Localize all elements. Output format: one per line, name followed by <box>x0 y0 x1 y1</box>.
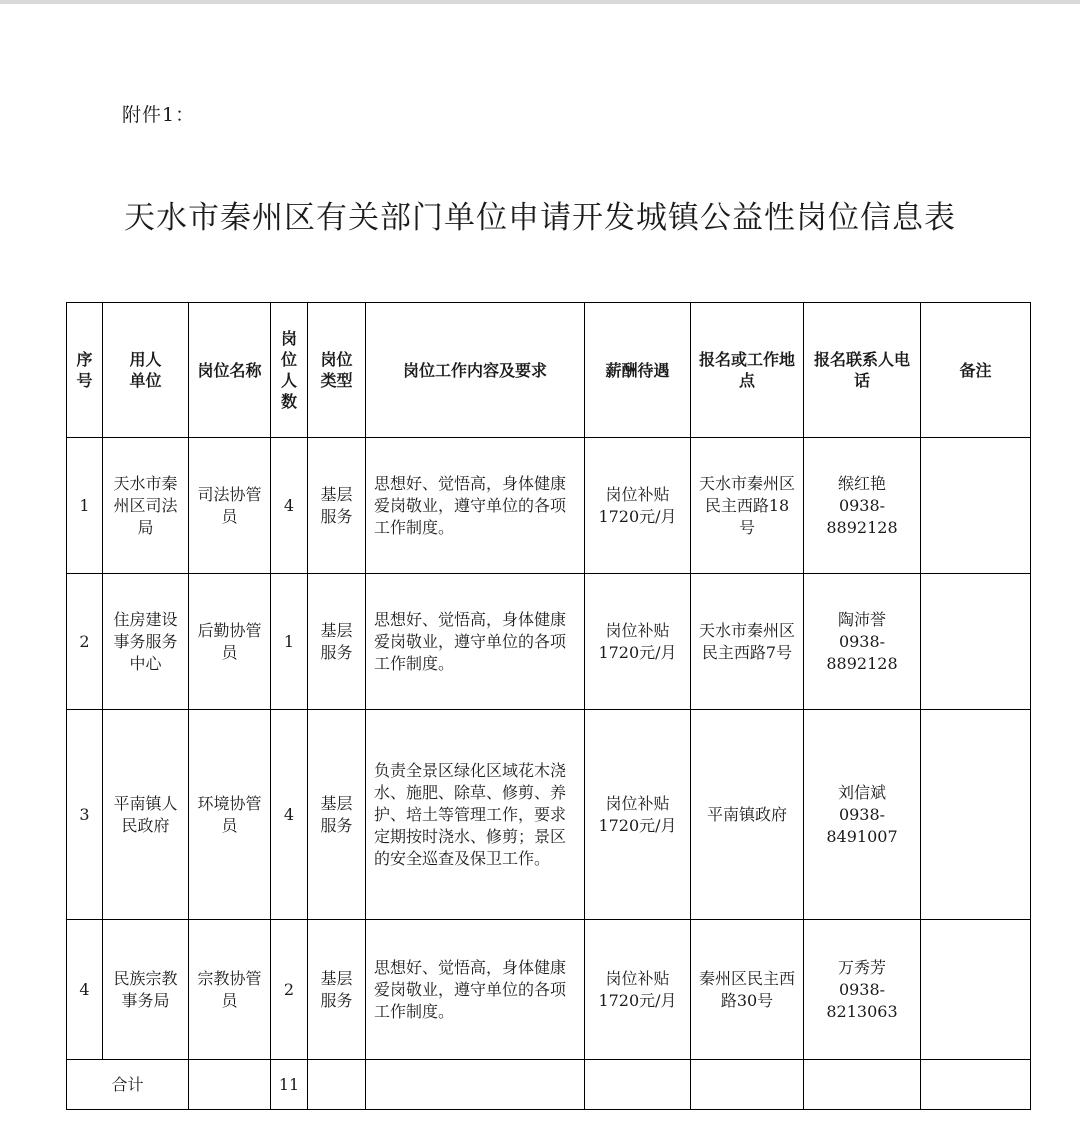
cell-position: 环境协管员 <box>189 710 271 920</box>
cell-location: 天水市秦州区民主西路18号 <box>691 438 804 574</box>
cell-seq: 4 <box>67 920 103 1060</box>
cell-contact <box>804 710 921 920</box>
contact-name: 陶沛誉 <box>837 609 886 629</box>
cell-unit: 天水市秦州区司法局 <box>103 438 189 574</box>
header-type: 岗位类型 <box>308 303 366 438</box>
cell-salary: 岗位补贴1720元/月 <box>585 574 691 710</box>
total-empty-contact <box>804 1060 921 1110</box>
cell-type: 基层服务 <box>308 710 366 920</box>
header-contact: 报名联系人电话 <box>804 303 921 438</box>
cell-location: 天水市秦州区民主西路7号 <box>691 574 804 710</box>
header-position: 岗位名称 <box>189 303 271 438</box>
cell-seq: 3 <box>67 710 103 920</box>
total-row <box>67 1060 1031 1110</box>
total-empty-type <box>308 1060 366 1110</box>
cell-unit: 平南镇人民政府 <box>103 710 189 920</box>
attachment-label: 附件1： <box>122 104 196 126</box>
total-empty-position <box>189 1060 271 1110</box>
cell-count: 2 <box>271 920 308 1060</box>
cell-salary: 岗位补贴1720元/月 <box>585 438 691 574</box>
cell-unit: 民族宗教事务局 <box>103 920 189 1060</box>
total-empty-notes <box>921 1060 1031 1110</box>
cell-contact <box>804 574 921 710</box>
cell-type: 基层服务 <box>308 920 366 1060</box>
cell-type: 基层服务 <box>308 438 366 574</box>
header-content: 岗位工作内容及要求 <box>366 303 585 438</box>
header-seq: 序号 <box>67 303 103 438</box>
cell-notes <box>921 574 1031 710</box>
contact-name: 万秀芳 <box>837 957 886 977</box>
page-top-edge <box>0 0 1080 4</box>
cell-notes <box>921 438 1031 574</box>
cell-type: 基层服务 <box>308 574 366 710</box>
cell-content: 负责全景区绿化区域花木浇水、施肥、除草、修剪、养护、培土等管理工作，要求定期按时浇水、修剪；景区的安全巡查及保卫工作。 <box>366 710 585 920</box>
total-empty-location <box>691 1060 804 1110</box>
table-row <box>67 438 1031 574</box>
contact-phone: 0938-8213063 <box>826 979 898 1021</box>
position-info-table <box>66 302 1031 1110</box>
header-unit: 用人单位 <box>103 303 189 438</box>
contact-name: 刘信斌 <box>837 782 886 802</box>
cell-notes <box>921 920 1031 1060</box>
contact-phone: 0938-8892128 <box>826 631 898 673</box>
header-count: 岗位人数 <box>271 303 308 438</box>
contact-phone: 0938-8892128 <box>826 495 898 537</box>
cell-count: 4 <box>271 710 308 920</box>
cell-seq: 2 <box>67 574 103 710</box>
cell-content: 思想好、觉悟高，身体健康爱岗敬业，遵守单位的各项工作制度。 <box>366 574 585 710</box>
header-salary: 薪酬待遇 <box>585 303 691 438</box>
header-location: 报名或工作地点 <box>691 303 804 438</box>
cell-count: 1 <box>271 574 308 710</box>
contact-phone: 0938-8491007 <box>826 804 898 846</box>
table-row <box>67 920 1031 1060</box>
total-empty-content <box>366 1060 585 1110</box>
cell-seq: 1 <box>67 438 103 574</box>
cell-count: 4 <box>271 438 308 574</box>
cell-unit: 住房建设事务服务中心 <box>103 574 189 710</box>
total-label: 合计 <box>67 1060 189 1110</box>
cell-notes <box>921 710 1031 920</box>
contact-name: 缑红艳 <box>837 473 886 493</box>
cell-salary: 岗位补贴1720元/月 <box>585 710 691 920</box>
document-title: 天水市秦州区有关部门单位申请开发城镇公益性岗位信息表 <box>124 200 956 236</box>
cell-position: 司法协管员 <box>189 438 271 574</box>
total-count: 11 <box>271 1060 308 1110</box>
cell-position: 后勤协管员 <box>189 574 271 710</box>
header-notes: 备注 <box>921 303 1031 438</box>
total-empty-salary <box>585 1060 691 1110</box>
header-row <box>67 303 1031 438</box>
cell-position: 宗教协管员 <box>189 920 271 1060</box>
cell-location: 秦州区民主西路30号 <box>691 920 804 1060</box>
cell-contact <box>804 438 921 574</box>
table-row <box>67 574 1031 710</box>
table-row <box>67 710 1031 920</box>
cell-contact <box>804 920 921 1060</box>
cell-content: 思想好、觉悟高，身体健康爱岗敬业，遵守单位的各项工作制度。 <box>366 438 585 574</box>
cell-content: 思想好、觉悟高，身体健康爱岗敬业，遵守单位的各项工作制度。 <box>366 920 585 1060</box>
cell-location: 平南镇政府 <box>691 710 804 920</box>
cell-salary: 岗位补贴1720元/月 <box>585 920 691 1060</box>
